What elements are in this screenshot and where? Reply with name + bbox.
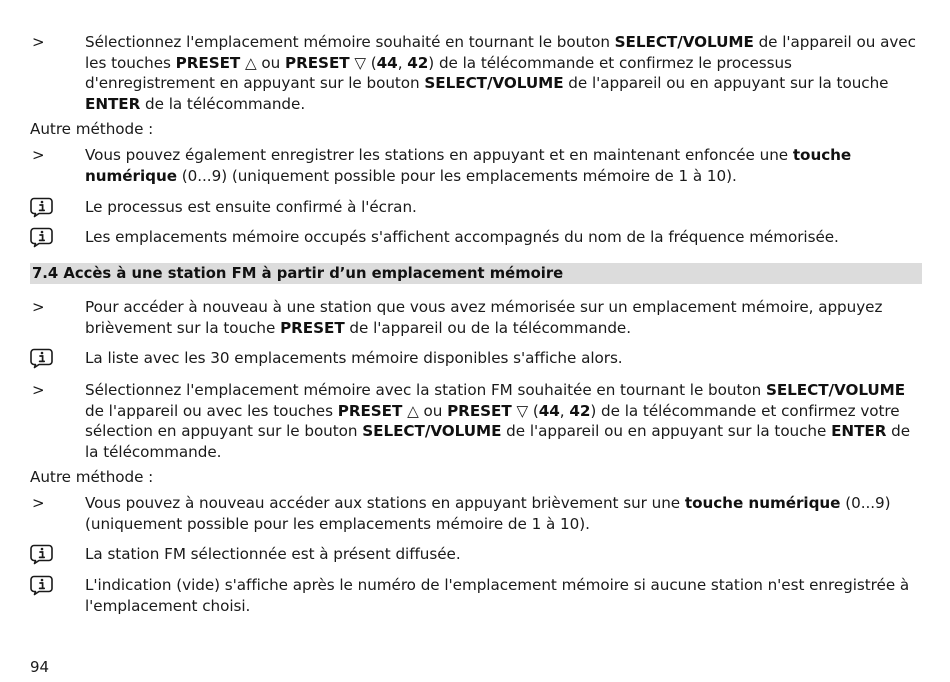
info-note — [30, 348, 922, 369]
step-text: Vous pouvez également enregistrer les stations en appuyant et en maintenant enfoncée une touche numérique (0...9) (uniquement possible pour les emplacements mémoire de 1 à 10). — [85, 146, 852, 185]
info-text: La station FM sélectionnée est à présent diffusée. — [85, 545, 461, 563]
step-marker: > — [32, 381, 45, 399]
step-marker: > — [32, 494, 45, 512]
info-icon — [30, 227, 54, 247]
info-note — [30, 227, 922, 248]
step-marker: > — [32, 146, 45, 164]
alt-method-label: Autre méthode : — [30, 120, 154, 138]
step-marker: > — [32, 298, 45, 316]
instruction-step — [30, 32, 922, 114]
alt-method-label: Autre méthode : — [30, 468, 154, 486]
info-icon — [30, 544, 54, 564]
step-text: Pour accéder à nouveau à une station que vous avez mémorisée sur un emplacement mémoire, appuyez brièvement sur la touche PRESET de l'appareil ou de la télécommande. — [85, 298, 883, 337]
page-number: 94 — [30, 658, 50, 676]
step-text: Sélectionnez l'emplacement mémoire souhaité en tournant le bouton SELECT/VOLUME de l'appareil ou avec les touches PRESET △ ou PRESET ▽ (44, 42) de la télécommande et confirmez le processus d'enregistrement en appuyant sur le bouton SELECT/VOLUME de l'appareil ou en appuyant sur la touche ENTER de la télécommande. — [85, 33, 916, 113]
info-text: Les emplacements mémoire occupés s'affichent accompagnés du nom de la fréquence mémorisée. — [85, 228, 839, 246]
info-icon — [30, 348, 54, 368]
info-note — [30, 575, 922, 616]
info-note — [30, 544, 922, 565]
section-heading — [30, 263, 922, 284]
info-note — [30, 197, 922, 218]
instruction-step — [30, 493, 922, 534]
step-marker: > — [32, 33, 45, 51]
info-icon — [30, 197, 54, 217]
section-title: 7.4 Accès à une station FM à partir d’un emplacement mémoire — [32, 265, 564, 282]
info-text: Le processus est ensuite confirmé à l'écran. — [85, 198, 417, 216]
info-icon — [30, 575, 54, 595]
instruction-step — [30, 145, 922, 186]
instruction-step — [30, 297, 922, 338]
info-text: L'indication (vide) s'affiche après le numéro de l'emplacement mémoire si aucune station n'est enregistrée à l'emplacement choisi. — [85, 576, 910, 615]
step-text: Sélectionnez l'emplacement mémoire avec la station FM souhaitée en tournant le bouton SELECT/VOLUME de l'appareil ou avec les touches PRESET △ ou PRESET ▽ (44, 42) de la télécommande et confirmez votre sélection en appuyant sur le bouton SELECT/VOLUME de l'appareil ou en appuyant sur la touche ENTER de la télécommande. — [85, 381, 911, 461]
step-text: Vous pouvez à nouveau accéder aux stations en appuyant brièvement sur une touche numérique (0...9) (uniquement possible pour les emplacements mémoire de 1 à 10). — [85, 494, 891, 533]
instruction-step — [30, 380, 922, 462]
info-text: La liste avec les 30 emplacements mémoire disponibles s'affiche alors. — [85, 349, 623, 367]
